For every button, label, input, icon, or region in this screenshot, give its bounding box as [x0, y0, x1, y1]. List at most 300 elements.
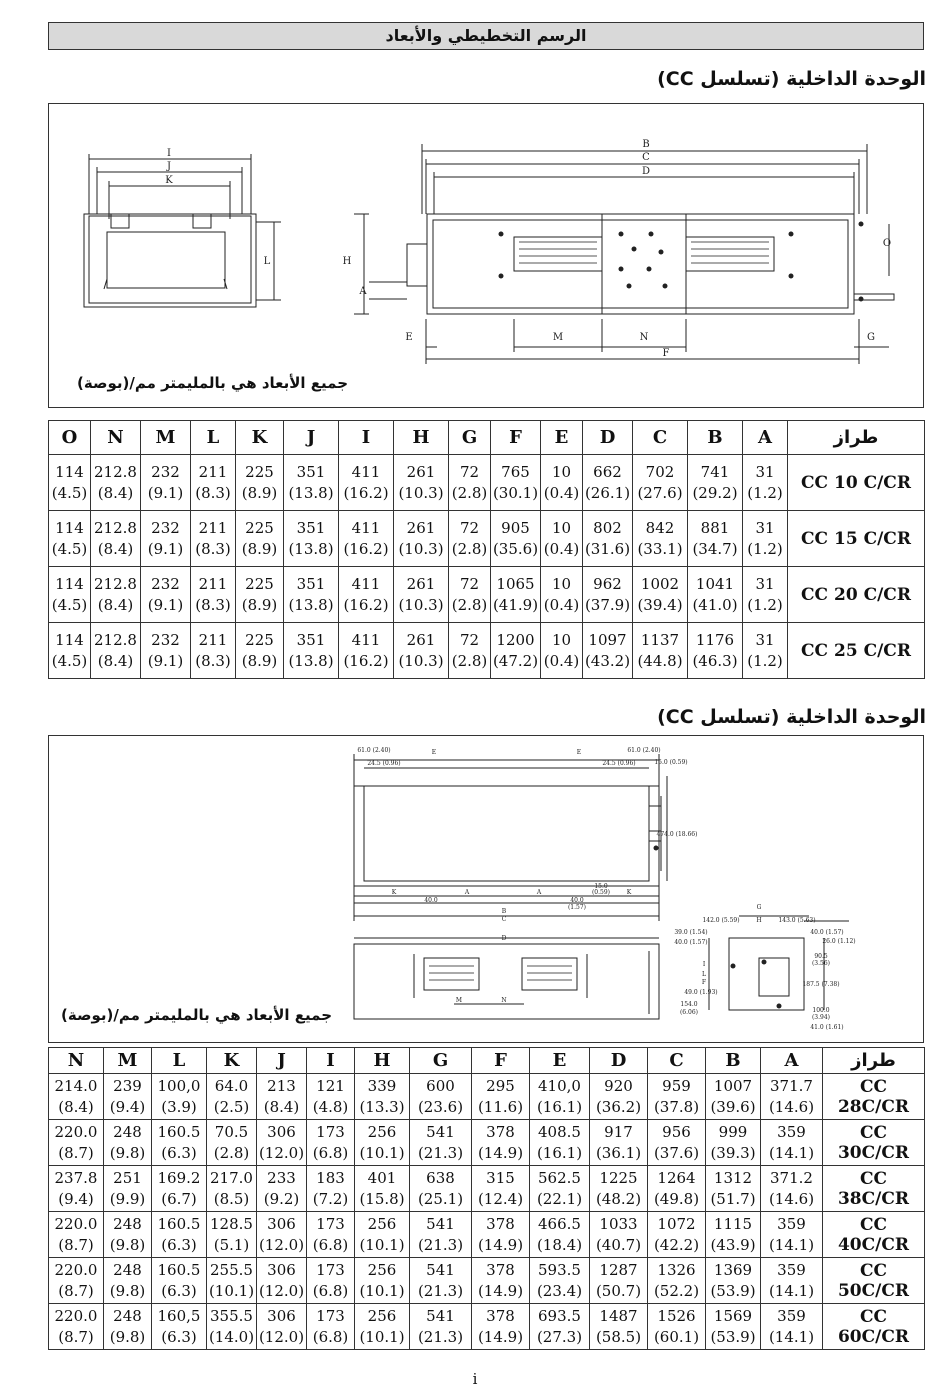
value-inch: (36.1)	[595, 1143, 642, 1162]
dimension-cell-O	[49, 623, 91, 679]
value-inch: (8.4)	[97, 651, 134, 670]
value-mm: 638	[426, 1168, 455, 1187]
dimension-cell-B	[706, 1074, 761, 1120]
value-mm: 237.8	[54, 1168, 98, 1187]
dimension-cell-A	[761, 1074, 823, 1120]
dimension-cell-G	[410, 1074, 472, 1120]
value-mm: 359	[777, 1214, 806, 1233]
value-inch: (8.3)	[195, 651, 231, 670]
value-mm: 160,5	[157, 1306, 201, 1325]
value-inch: (9.8)	[109, 1327, 146, 1346]
dimension-cell-O	[49, 511, 91, 567]
value-mm: 31	[755, 630, 775, 649]
dimension-cell-N	[91, 567, 141, 623]
diagram2-label-26: 39.0 (1.54)	[674, 929, 708, 936]
value-inch: (0.4)	[543, 595, 580, 614]
value-mm: 121	[316, 1076, 345, 1095]
value-inch: (13.8)	[288, 539, 334, 558]
dimension-cell-G	[449, 511, 491, 567]
value-mm: 295	[486, 1076, 515, 1095]
value-mm: 160.5	[157, 1214, 201, 1233]
value-inch: (8.3)	[195, 595, 231, 614]
diagram2-label-17: B	[501, 908, 507, 915]
value-inch: (9.8)	[109, 1235, 146, 1254]
dimension-cell-C	[648, 1258, 706, 1304]
value-inch: (14.0)	[208, 1327, 255, 1346]
value-inch: (2.8)	[451, 483, 488, 502]
diagram2-label-5: 61.0 (2.40)	[627, 747, 661, 754]
value-inch: (13.8)	[288, 595, 334, 614]
value-inch: (43.2)	[584, 651, 631, 670]
column-header-D: D	[583, 421, 633, 455]
column-header-H: H	[355, 1048, 410, 1074]
dimension-cell-F	[491, 455, 541, 511]
table-row	[49, 455, 925, 511]
diagram2-label-30: 90.5	[814, 953, 828, 960]
dimension-cell-I	[307, 1166, 355, 1212]
dimension-cell-D	[590, 1304, 648, 1350]
value-inch: (34.7)	[692, 539, 738, 558]
value-mm: 351	[296, 518, 326, 537]
value-inch: (21.3)	[417, 1327, 464, 1346]
value-inch: (14.9)	[477, 1327, 524, 1346]
value-inch: (44.8)	[637, 651, 683, 670]
diagram2-label-24: H	[756, 917, 762, 924]
dimension-cell-B	[688, 511, 743, 567]
model-name: CC 10 C/CR	[788, 455, 925, 511]
diagram2-label-33: 100.0	[812, 1007, 830, 1014]
value-inch: (8.7)	[58, 1235, 94, 1254]
value-mm: 1007	[713, 1076, 753, 1095]
value-mm: 802	[593, 518, 622, 537]
value-inch: (8.3)	[195, 483, 231, 502]
value-inch: (10.3)	[398, 595, 444, 614]
column-header-E: E	[541, 421, 583, 455]
model-name: CC 15 C/CR	[788, 511, 925, 567]
dimension-cell-I	[307, 1120, 355, 1166]
dimension-cell-J	[257, 1212, 307, 1258]
dimension-cell-L	[191, 623, 236, 679]
diagram2-label-16: (0.59)	[591, 889, 611, 896]
diagram2-label-21: N	[501, 997, 507, 1004]
value-mm: 662	[593, 462, 622, 481]
value-mm: 959	[662, 1076, 691, 1095]
value-inch: (52.2)	[653, 1281, 700, 1300]
dimension-cell-O	[49, 567, 91, 623]
value-inch: (2.8)	[451, 651, 488, 670]
value-mm: 256	[367, 1306, 397, 1325]
value-mm: 593.5	[538, 1260, 581, 1279]
diagram2-label-25: 143.0 (5.63)	[778, 917, 816, 924]
dimension-cell-D	[590, 1258, 648, 1304]
section2-diagram	[49, 736, 923, 1042]
value-mm: 100,0	[157, 1076, 201, 1095]
value-mm: 1369	[713, 1260, 753, 1279]
value-inch: (2.8)	[451, 539, 488, 558]
dimension-cell-B	[706, 1304, 761, 1350]
diagram-label-B: B	[642, 139, 650, 150]
value-inch: (26.1)	[584, 483, 631, 502]
value-mm: 232	[151, 630, 180, 649]
value-mm: 956	[662, 1122, 691, 1141]
dimension-cell-F	[491, 623, 541, 679]
value-inch: (39.6)	[710, 1097, 756, 1116]
value-mm: 1065	[496, 574, 535, 593]
value-mm: 261	[406, 630, 436, 649]
value-inch: (1.2)	[747, 483, 783, 502]
value-mm: 306	[267, 1306, 296, 1325]
diagram-label-N: N	[639, 332, 649, 343]
value-inch: (25.1)	[417, 1189, 464, 1208]
dimension-cell-F	[491, 567, 541, 623]
value-mm: 173	[316, 1260, 345, 1279]
value-mm: 1264	[657, 1168, 696, 1187]
value-mm: 225	[245, 574, 274, 593]
dimension-cell-N	[91, 623, 141, 679]
dimension-cell-N	[49, 1074, 104, 1120]
dimension-cell-M	[104, 1166, 152, 1212]
dimension-cell-O	[49, 455, 91, 511]
table-row	[49, 511, 925, 567]
column-header-model: طراز	[823, 1048, 925, 1074]
column-header-F: F	[472, 1048, 530, 1074]
dimension-cell-N	[91, 511, 141, 567]
diagram2-label-10: A	[536, 889, 542, 896]
dimension-cell-M	[141, 511, 191, 567]
dimension-cell-M	[104, 1304, 152, 1350]
dimension-cell-A	[743, 455, 788, 511]
column-header-G: G	[410, 1048, 472, 1074]
table-header-row	[49, 1048, 925, 1074]
diagram2-label-18: C	[501, 916, 507, 923]
table-row	[49, 1166, 925, 1212]
value-inch: (41.0)	[692, 595, 738, 614]
model-name: CC 38C/CR	[823, 1166, 925, 1212]
value-mm: 72	[459, 574, 480, 593]
value-inch: (12.0)	[258, 1327, 305, 1346]
value-mm: 1225	[599, 1168, 638, 1187]
value-inch: (9.9)	[109, 1189, 146, 1208]
dimension-cell-H	[355, 1304, 410, 1350]
dimension-cell-M	[141, 623, 191, 679]
value-mm: 1487	[599, 1306, 638, 1325]
dimension-cell-K	[236, 455, 284, 511]
dimension-cell-E	[530, 1258, 590, 1304]
value-inch: (9.4)	[58, 1189, 94, 1208]
dimension-cell-B	[688, 455, 743, 511]
model-name: CC 28C/CR	[823, 1074, 925, 1120]
value-mm: 351	[296, 462, 326, 481]
value-mm: 173	[316, 1306, 345, 1325]
page-number: i	[472, 1370, 478, 1388]
value-mm: 371.7	[770, 1076, 813, 1095]
value-inch: (39.3)	[710, 1143, 756, 1162]
value-inch: (50.7)	[595, 1281, 642, 1300]
value-mm: 371.2	[770, 1168, 813, 1187]
value-mm: 306	[267, 1214, 296, 1233]
value-inch: (4.8)	[312, 1097, 349, 1116]
value-inch: (16.2)	[343, 539, 389, 558]
diagram-label-I: I	[167, 148, 171, 159]
value-mm: 248	[113, 1214, 142, 1233]
value-mm: 232	[151, 518, 180, 537]
diagram2-label-34: (3.94)	[811, 1014, 831, 1021]
value-inch: (8.9)	[241, 595, 278, 614]
value-inch: (8.7)	[58, 1281, 94, 1300]
dimension-cell-H	[355, 1212, 410, 1258]
value-inch: (8.4)	[263, 1097, 300, 1116]
value-mm: 160.5	[157, 1122, 201, 1141]
dimension-cell-J	[257, 1074, 307, 1120]
value-mm: 256	[367, 1214, 397, 1233]
value-mm: 232	[151, 462, 180, 481]
column-header-D: D	[590, 1048, 648, 1074]
table-row	[49, 1120, 925, 1166]
value-inch: (2.5)	[213, 1097, 250, 1116]
column-header-C: C	[633, 421, 688, 455]
dimension-cell-K	[207, 1074, 257, 1120]
value-inch: (39.4)	[637, 595, 683, 614]
table-row	[49, 1074, 925, 1120]
diagram2-label-15: 15.0	[594, 883, 608, 890]
diagram2-label-28: 40.0 (1.57)	[810, 929, 844, 936]
column-header-I: I	[307, 1048, 355, 1074]
section1-diagram-frame	[48, 103, 924, 408]
value-mm: 1115	[713, 1214, 753, 1233]
value-mm: 999	[718, 1122, 748, 1141]
section1-dimensions-table	[48, 420, 925, 679]
value-inch: (6.3)	[161, 1235, 197, 1254]
value-mm: 114	[55, 630, 84, 649]
dimension-cell-D	[583, 567, 633, 623]
dimension-cell-E	[541, 623, 583, 679]
value-mm: 212.8	[94, 462, 137, 481]
value-mm: 339	[367, 1076, 397, 1095]
dimension-cell-G	[410, 1120, 472, 1166]
value-mm: 359	[777, 1260, 806, 1279]
value-mm: 378	[486, 1122, 515, 1141]
diagram2-label-29: 26.0 (1.12)	[822, 938, 856, 945]
value-inch: (14.9)	[477, 1235, 524, 1254]
value-mm: 1312	[713, 1168, 753, 1187]
value-inch: (1.2)	[747, 539, 783, 558]
value-mm: 410,0	[538, 1076, 581, 1095]
value-inch: (23.6)	[417, 1097, 464, 1116]
value-inch: (9.1)	[147, 539, 184, 558]
dimension-cell-H	[394, 567, 449, 623]
value-inch: (36.2)	[595, 1097, 642, 1116]
diagram-label-M: M	[552, 332, 564, 343]
dimension-cell-J	[257, 1120, 307, 1166]
section1-units-note: جميع الأبعاد هي بالمليمتر مم/(بوصة)	[77, 374, 349, 392]
value-inch: (43.9)	[710, 1235, 756, 1254]
value-inch: (8.9)	[241, 539, 278, 558]
value-inch: (6.8)	[312, 1143, 349, 1162]
dimension-cell-C	[648, 1074, 706, 1120]
value-mm: 408.5	[538, 1122, 581, 1141]
dimension-cell-L	[191, 567, 236, 623]
value-inch: (10.1)	[208, 1281, 255, 1300]
dimension-cell-C	[633, 511, 688, 567]
value-mm: 411	[351, 518, 381, 537]
column-header-A: A	[743, 421, 788, 455]
value-mm: 212.8	[94, 574, 137, 593]
dimension-cell-B	[706, 1258, 761, 1304]
dimension-cell-J	[257, 1258, 307, 1304]
value-inch: (6.3)	[161, 1281, 197, 1300]
value-inch: (6.3)	[161, 1327, 197, 1346]
dimension-cell-E	[530, 1120, 590, 1166]
value-mm: 160.5	[157, 1260, 201, 1279]
value-mm: 169.2	[157, 1168, 201, 1187]
dimension-cell-C	[633, 567, 688, 623]
dimension-cell-B	[688, 567, 743, 623]
dimension-cell-C	[633, 455, 688, 511]
value-mm: 920	[604, 1076, 633, 1095]
dimension-cell-K	[236, 567, 284, 623]
dimension-cell-H	[355, 1074, 410, 1120]
value-inch: (10.3)	[398, 651, 444, 670]
dimension-cell-M	[141, 567, 191, 623]
value-mm: 411	[351, 630, 381, 649]
section1-title: الوحدة الداخلية (تسلسل CC)	[657, 68, 926, 90]
dimension-cell-E	[530, 1304, 590, 1350]
section1-diagram	[49, 104, 923, 407]
value-mm: 351	[296, 574, 326, 593]
value-mm: 541	[426, 1214, 455, 1233]
dimension-cell-C	[633, 623, 688, 679]
value-inch: (12.0)	[258, 1235, 305, 1254]
value-mm: 562.5	[538, 1168, 581, 1187]
value-mm: 541	[426, 1306, 455, 1325]
value-mm: 211	[198, 630, 228, 649]
value-mm: 306	[267, 1122, 296, 1141]
diagram2-label-19: D	[501, 935, 507, 942]
value-inch: (21.3)	[417, 1143, 464, 1162]
value-inch: (9.4)	[109, 1097, 146, 1116]
value-mm: 220.0	[54, 1122, 98, 1141]
value-inch: (53.9)	[710, 1281, 756, 1300]
diagram2-label-32: 187.5 (7.38)	[802, 981, 840, 988]
section2-title: الوحدة الداخلية (تسلسل CC)	[657, 706, 926, 728]
diagram2-label-4: 24.5 (0.96)	[602, 760, 636, 767]
model-name: CC 30C/CR	[823, 1120, 925, 1166]
value-inch: (37.8)	[653, 1097, 700, 1116]
value-mm: 248	[113, 1122, 142, 1141]
dimension-cell-G	[449, 455, 491, 511]
dimension-cell-H	[355, 1258, 410, 1304]
value-mm: 1041	[695, 574, 735, 593]
table-row	[49, 1304, 925, 1350]
value-mm: 355.5	[210, 1306, 253, 1325]
value-inch: (9.8)	[109, 1281, 146, 1300]
value-inch: (12.4)	[477, 1189, 524, 1208]
value-mm: 214.0	[54, 1076, 98, 1095]
diagram2-label-0: 61.0 (2.40)	[357, 747, 391, 754]
value-inch: (6.7)	[161, 1189, 197, 1208]
dimension-cell-G	[449, 567, 491, 623]
value-mm: 411	[351, 574, 381, 593]
dimension-cell-A	[761, 1120, 823, 1166]
value-inch: (0.4)	[543, 651, 580, 670]
value-mm: 881	[700, 518, 730, 537]
diagram-label-C: C	[642, 152, 650, 163]
value-mm: 261	[406, 518, 436, 537]
value-inch: (8.4)	[58, 1097, 94, 1116]
value-mm: 1569	[713, 1306, 753, 1325]
value-inch: (47.2)	[492, 651, 539, 670]
column-header-L: L	[152, 1048, 207, 1074]
value-mm: 1176	[695, 630, 735, 649]
value-inch: (9.1)	[147, 595, 184, 614]
diagram-label-H: H	[342, 256, 352, 267]
value-inch: (11.6)	[477, 1097, 524, 1116]
value-inch: (60.1)	[653, 1327, 700, 1346]
value-inch: (14.1)	[768, 1327, 815, 1346]
column-header-M: M	[104, 1048, 152, 1074]
diagram-label-J: J	[166, 161, 172, 172]
dimension-cell-N	[49, 1166, 104, 1212]
value-inch: (0.4)	[543, 483, 580, 502]
dimension-cell-K	[207, 1258, 257, 1304]
value-inch: (10.3)	[398, 483, 444, 502]
value-inch: (48.2)	[595, 1189, 642, 1208]
value-inch: (6.3)	[161, 1143, 197, 1162]
value-inch: (4.5)	[51, 595, 88, 614]
value-inch: (51.7)	[710, 1189, 756, 1208]
value-inch: (23.4)	[536, 1281, 583, 1300]
column-header-N: N	[49, 1048, 104, 1074]
value-inch: (10.3)	[398, 539, 444, 558]
dimension-cell-D	[583, 623, 633, 679]
value-inch: (8.4)	[97, 483, 134, 502]
value-inch: (0.4)	[543, 539, 580, 558]
dimension-cell-L	[152, 1212, 207, 1258]
column-header-O: O	[49, 421, 91, 455]
dimension-cell-G	[410, 1258, 472, 1304]
column-header-G: G	[449, 421, 491, 455]
value-mm: 212.8	[94, 518, 137, 537]
value-mm: 173	[316, 1214, 345, 1233]
section2-dimensions-table	[48, 1047, 925, 1350]
dimension-cell-J	[284, 455, 339, 511]
value-inch: (10.1)	[359, 1235, 405, 1254]
dimension-cell-H	[355, 1120, 410, 1166]
dimension-cell-K	[207, 1304, 257, 1350]
diagram-label-O: O	[882, 238, 892, 249]
value-inch: (9.8)	[109, 1143, 146, 1162]
diagram2-label-27: 40.0 (1.57)	[674, 939, 708, 946]
value-mm: 359	[777, 1122, 806, 1141]
dimension-cell-I	[339, 455, 394, 511]
diagram2-label-31: (3.56)	[811, 960, 831, 967]
value-mm: 256	[367, 1122, 397, 1141]
value-inch: (27.6)	[637, 483, 683, 502]
value-mm: 10	[551, 462, 572, 481]
dimension-cell-J	[284, 567, 339, 623]
dimension-cell-M	[141, 455, 191, 511]
dimension-cell-A	[761, 1258, 823, 1304]
dimension-cell-F	[472, 1074, 530, 1120]
value-mm: 359	[777, 1306, 806, 1325]
diagram-label-G: G	[867, 332, 875, 343]
value-inch: (14.9)	[477, 1281, 524, 1300]
column-header-K: K	[236, 421, 284, 455]
diagram2-label-2: E	[431, 749, 437, 756]
column-header-N: N	[91, 421, 141, 455]
value-mm: 351	[296, 630, 326, 649]
value-mm: 232	[151, 574, 180, 593]
